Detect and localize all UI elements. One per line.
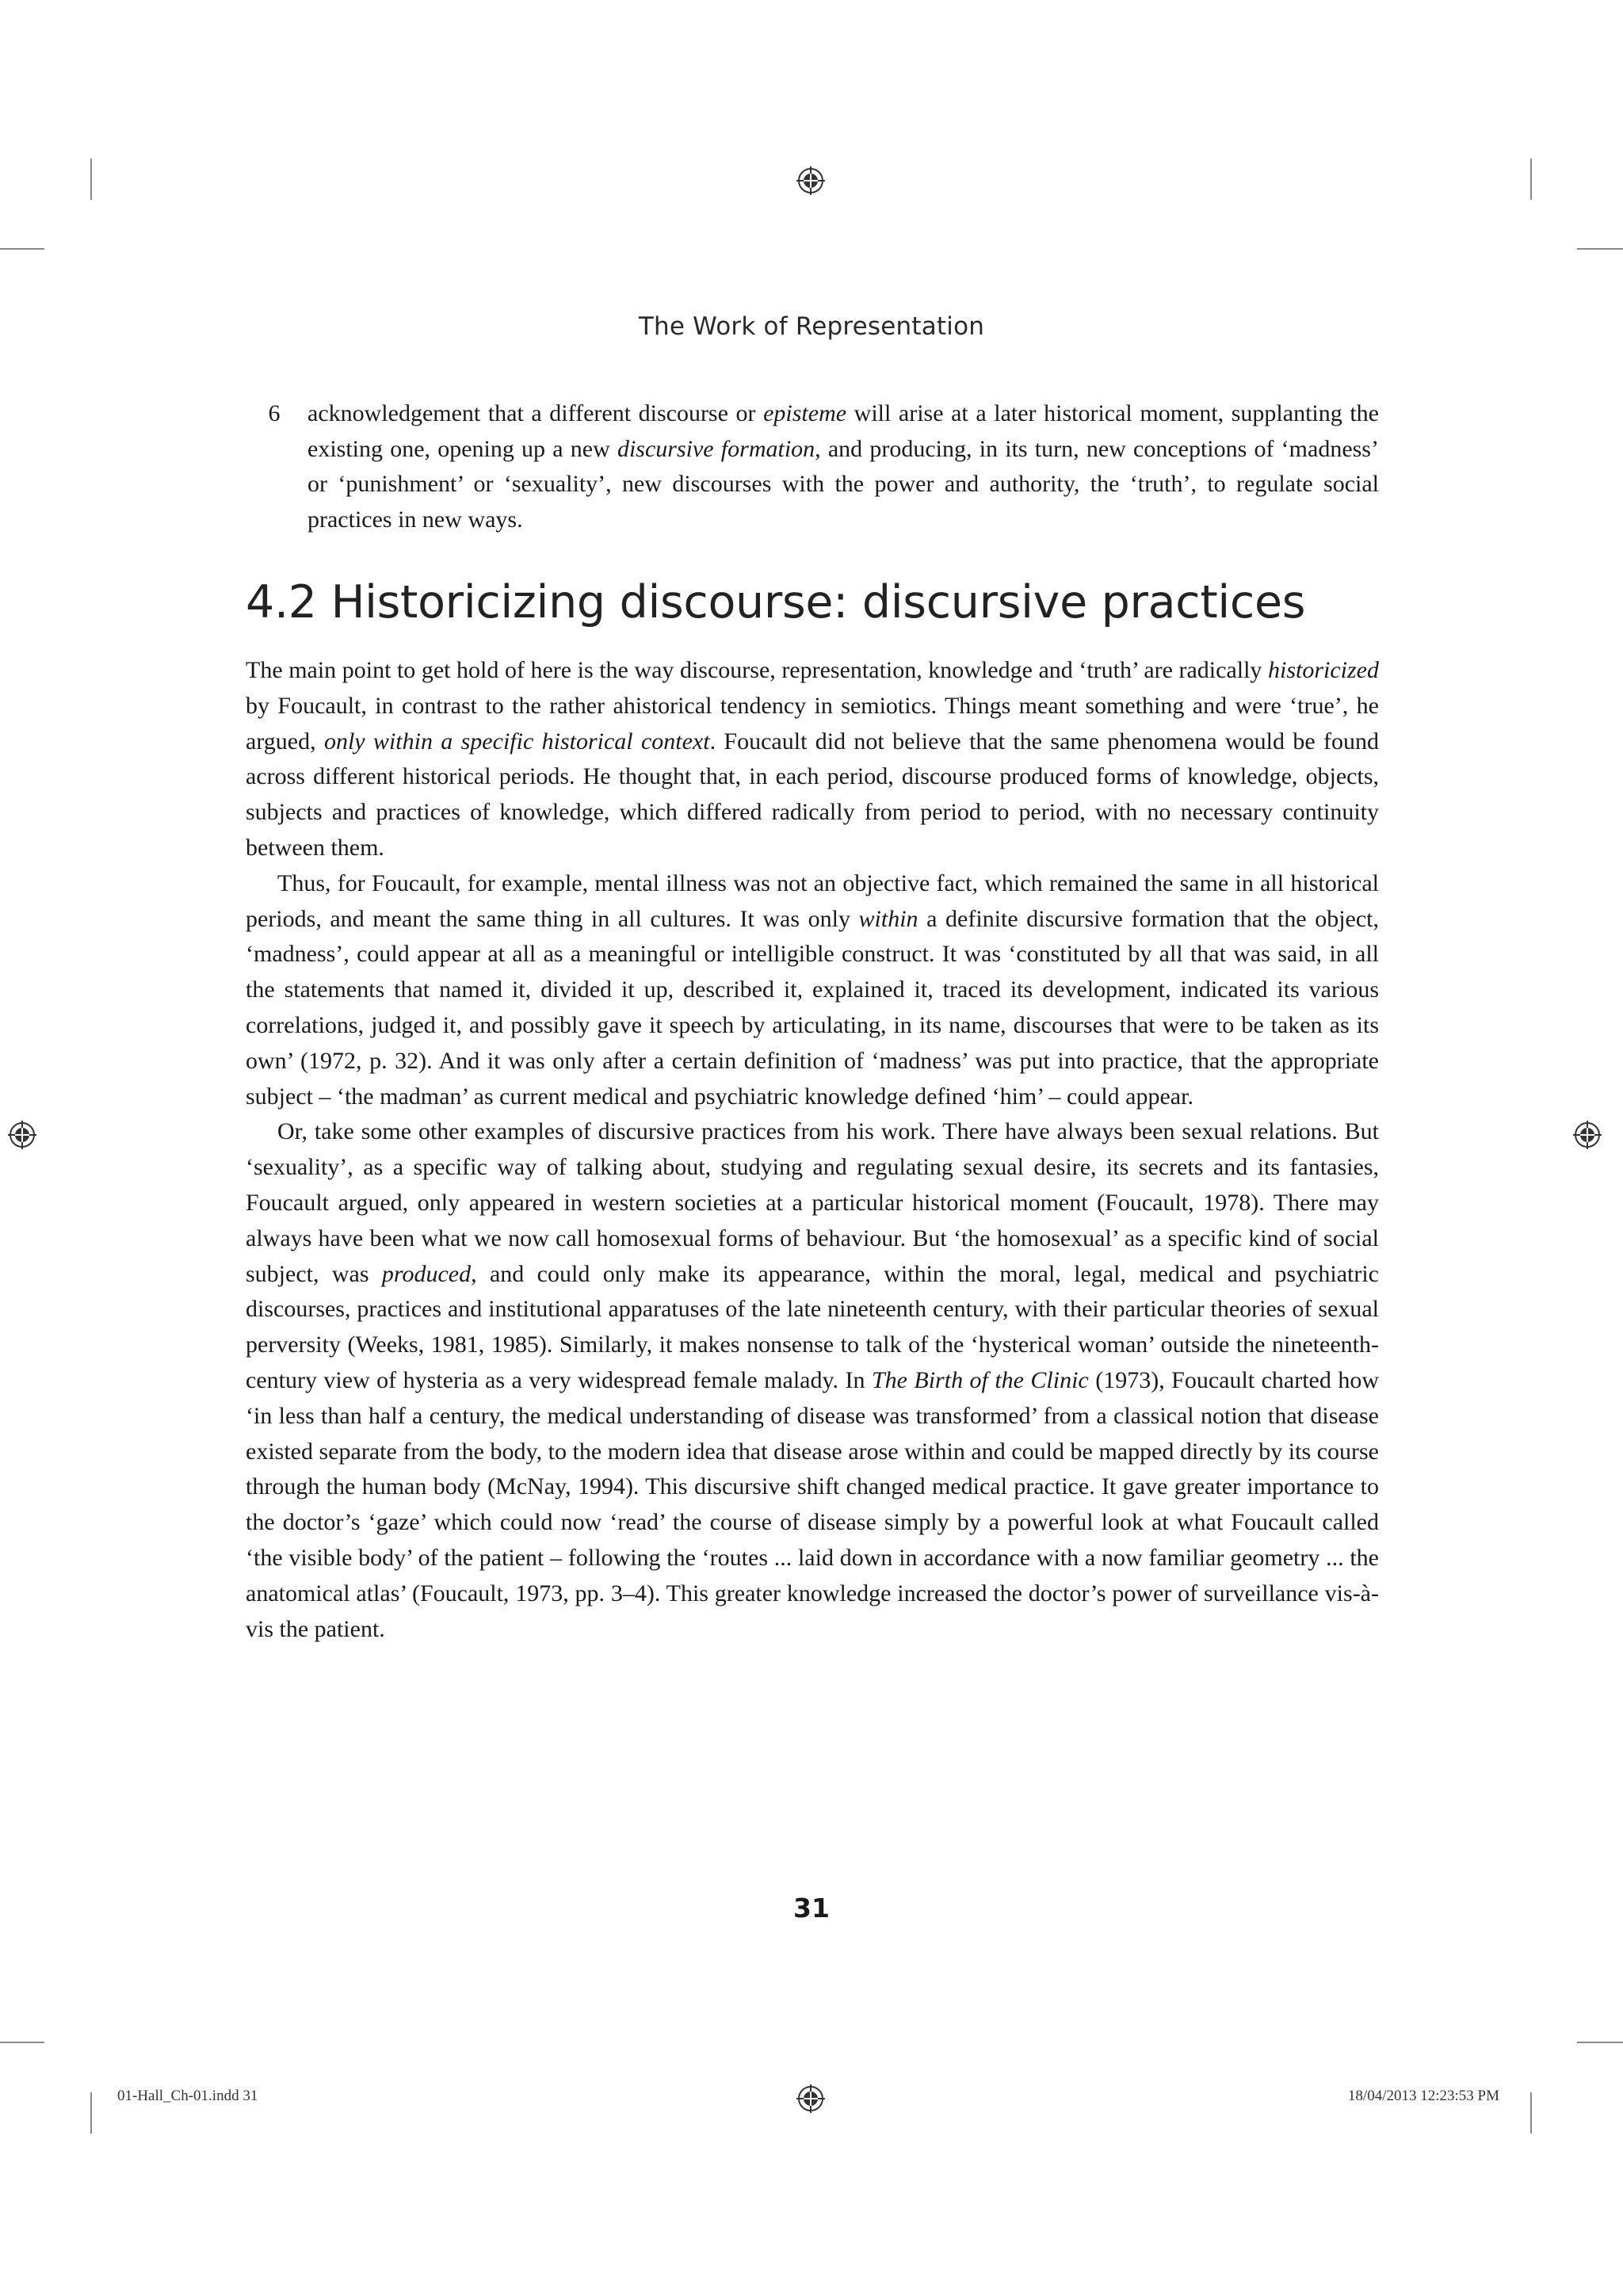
section-heading: 4.2 Historicizing discourse: discursive practices bbox=[246, 576, 1306, 628]
crop-mark bbox=[90, 2092, 92, 2134]
crop-mark bbox=[0, 248, 44, 250]
text-run: . Foucault did not believe that the same phenomena would be found across different historical periods. He thought that, in each period, discourse produced forms of knowledge, objects, subjects and practices of knowledge, which differed radically from period to period, with no necessary continuity between them. bbox=[246, 728, 1379, 861]
crop-mark bbox=[1577, 248, 1623, 250]
italic-text: produced bbox=[381, 1260, 472, 1287]
paragraph bbox=[246, 653, 1379, 866]
crop-mark bbox=[0, 2042, 44, 2043]
text-run: , and producing, in its turn, new conceptions of ‘madness’ or ‘punishment’ or ‘sexuality’, new discourses with the power and authority, the ‘truth’, to regulate social practices in new ways. bbox=[307, 435, 1379, 533]
page-number: 31 bbox=[793, 1893, 830, 1924]
text-run: will arise at a later historical moment, supplanting the existing one, opening up a new bbox=[307, 400, 1379, 462]
list-item-text bbox=[307, 396, 1379, 537]
registration-mark-icon bbox=[795, 2083, 827, 2115]
italic-text: only within a specific historical context bbox=[323, 728, 710, 755]
text-run: Or, take some other examples of discursive practices from his work. There have always been sexual relations. But ‘sexuality’, as a specific way of talking about, studying and regulating sexual desire, its secrets and its fantasies, Foucault argued, only appeared in western societies at a particular historical moment (Foucault, 1978). There may always have been what we now call homosexual forms of behaviour. But ‘the homosexual’ as a specific kind of social subject, was bbox=[246, 1118, 1379, 1287]
text-run: a definite discursive formation that the object, ‘madness’, could appear at all as a meaningful or intelligible construct. It was ‘constituted by all that was said, in all the statements that named it, divided it up, described it, explained it, traced its development, indicated its various correlations, judged it, and possibly gave it speech by articulating, in its name, discourses that were to be taken as its own’ (1972, p. 32). And it was only after a certain definition of ‘madness’ was put into practice, that the appropriate subject – ‘the madman’ as current medical and psychiatric knowledge defined ‘him’ – could appear. bbox=[246, 905, 1379, 1110]
crop-mark bbox=[90, 159, 92, 200]
crop-mark bbox=[1530, 2092, 1532, 2134]
registration-mark-icon bbox=[6, 1119, 38, 1151]
numbered-list-item bbox=[246, 396, 1379, 537]
text-run: (1973), Foucault charted how ‘in less than half a century, the medical understanding of disease was transformed’ from a classical notion that disease existed separate from the body, to the modern idea that disease arose within and could be mapped directly by its course through the human body (McNay, 1994). This discursive shift changed medical practice. It gave greater importance to the doctor’s ‘gaze’ which could now ‘read’ the course of disease simply by a powerful look at what Foucault called ‘the visible body’ of the patient – following the ‘routes ... laid down in accordance with a now familiar geometry ... the anatomical atlas’ (Foucault, 1973, pp. 3–4). This greater knowledge increased the doctor’s power of surveillance vis-à-vis the patient. bbox=[246, 1366, 1379, 1642]
italic-text: episteme bbox=[763, 400, 847, 426]
slug-timestamp: 18/04/2013 12:23:53 PM bbox=[1347, 2088, 1499, 2104]
paragraph bbox=[246, 866, 1379, 1115]
list-item-number: 6 bbox=[268, 400, 281, 426]
italic-text: The Birth of the Clinic bbox=[871, 1366, 1089, 1393]
crop-mark bbox=[1577, 2042, 1623, 2043]
italic-text: discursive formation bbox=[617, 435, 815, 462]
italic-text: within bbox=[858, 905, 918, 932]
running-head: The Work of Representation bbox=[638, 312, 985, 341]
text-run: , and could only make its appearance, within the moral, legal, medical and psychiatric discourses, practices and institutional apparatuses of the late nineteenth century, with their particular theories of sexual perversity (Weeks, 1981, 1985). Similarly, it makes nonsense to talk of the ‘hysterical woman’ outside the nineteenth-century view of hysteria as a very widespread female malady. In bbox=[246, 1260, 1379, 1393]
text-run: by Foucault, in contrast to the rather ahistorical tendency in semiotics. Things meant something and were ‘true’, he argued, bbox=[246, 692, 1379, 755]
registration-mark-icon bbox=[795, 165, 827, 197]
text-run: acknowledgement that a different discourse or bbox=[307, 400, 764, 426]
registration-mark-icon bbox=[1571, 1119, 1603, 1151]
italic-text: historicized bbox=[1268, 657, 1379, 683]
slug-file-name: 01-Hall_Ch-01.indd 31 bbox=[117, 2088, 258, 2104]
crop-mark bbox=[1530, 159, 1532, 200]
text-run: Thus, for Foucault, for example, mental illness was not an objective fact, which remained the same in all historical periods, and meant the same thing in all cultures. It was only bbox=[246, 869, 1379, 932]
text-run: The main point to get hold of here is the way discourse, representation, knowledge and ‘truth’ are radically bbox=[246, 657, 1268, 683]
body-text bbox=[246, 653, 1379, 1647]
paragraph bbox=[246, 1114, 1379, 1647]
